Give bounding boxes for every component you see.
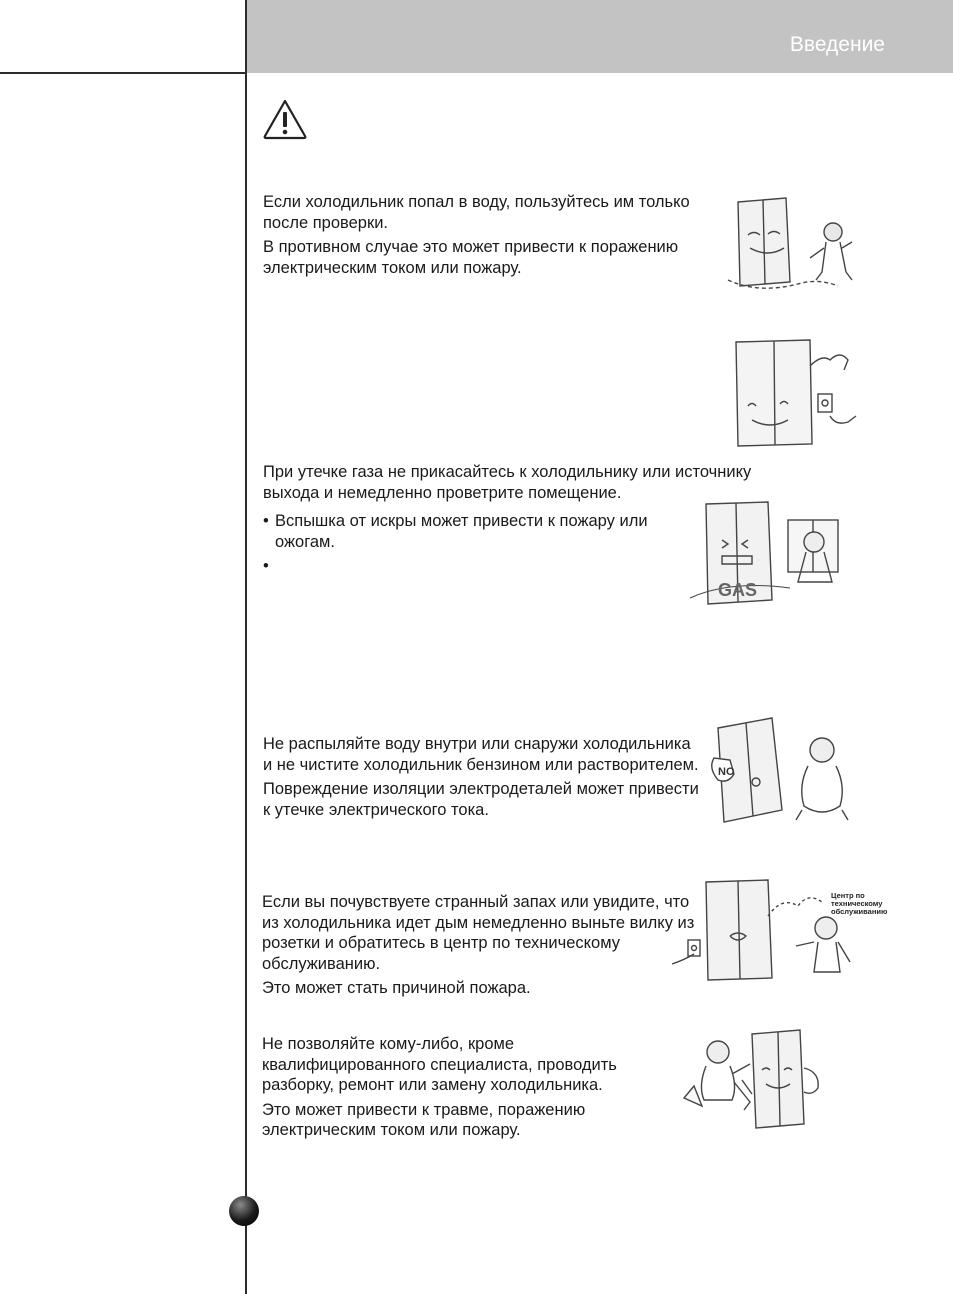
fridge-spray-illustration bbox=[710, 714, 860, 829]
section-text: В противном случае это может привести к поражению электрическим током или пожару. bbox=[263, 238, 679, 277]
page-marker-dot bbox=[229, 1196, 259, 1226]
no-label: NO bbox=[718, 766, 735, 778]
section-text: Не позволяйте кому-либо, кроме квалифицированного специалиста, проводить разборку, ремонт или замену холодильника. bbox=[262, 1035, 617, 1094]
section-text: При утечке газа не прикасайтесь к холодильнику или источнику выхода и немедленно проветрите помещение. bbox=[263, 463, 752, 502]
gas-label: GAS bbox=[718, 580, 758, 600]
section-text: Не распыляйте воду внутри или снаружи холодильника и не чистите холодильник бензином или растворителем. bbox=[263, 735, 699, 774]
fridge-water-illustration bbox=[718, 190, 868, 295]
header-divider bbox=[0, 72, 246, 74]
bullet-item: • Вспышка от искры может привести к пожару или ожогам. bbox=[263, 511, 695, 552]
fridge-gas-illustration bbox=[686, 500, 861, 610]
section-text: Это может стать причиной пожара. bbox=[262, 979, 531, 997]
fridge-plug-illustration bbox=[722, 336, 862, 451]
warning-triangle-icon bbox=[262, 98, 308, 140]
section-text: Если холодильник попал в воду, пользуйтесь им только после проверки. bbox=[263, 193, 690, 232]
page-title: Введение bbox=[789, 33, 885, 56]
margin-rule bbox=[245, 0, 247, 1294]
section-text: Если вы почувствуете странный запах или увидите, что из холодильника идет дым немедленно выньте вилку из розетки и обратитесь в центр по техническому обслуживанию. bbox=[262, 893, 695, 973]
section-spray bbox=[263, 734, 703, 820]
section-text: Повреждение изоляции электродеталей может привести к утечке электрического тока. bbox=[263, 780, 699, 819]
section-smoke bbox=[262, 892, 702, 999]
section-text: Это может привести к травме, поражению электрическим током или пожару. bbox=[262, 1100, 586, 1139]
fridge-repair-illustration bbox=[680, 1024, 830, 1134]
section-water bbox=[263, 192, 693, 278]
section-gas bbox=[263, 462, 753, 556]
section-repair bbox=[262, 1034, 682, 1141]
service-center-label: Центр по техническому обслуживанию bbox=[831, 891, 888, 916]
